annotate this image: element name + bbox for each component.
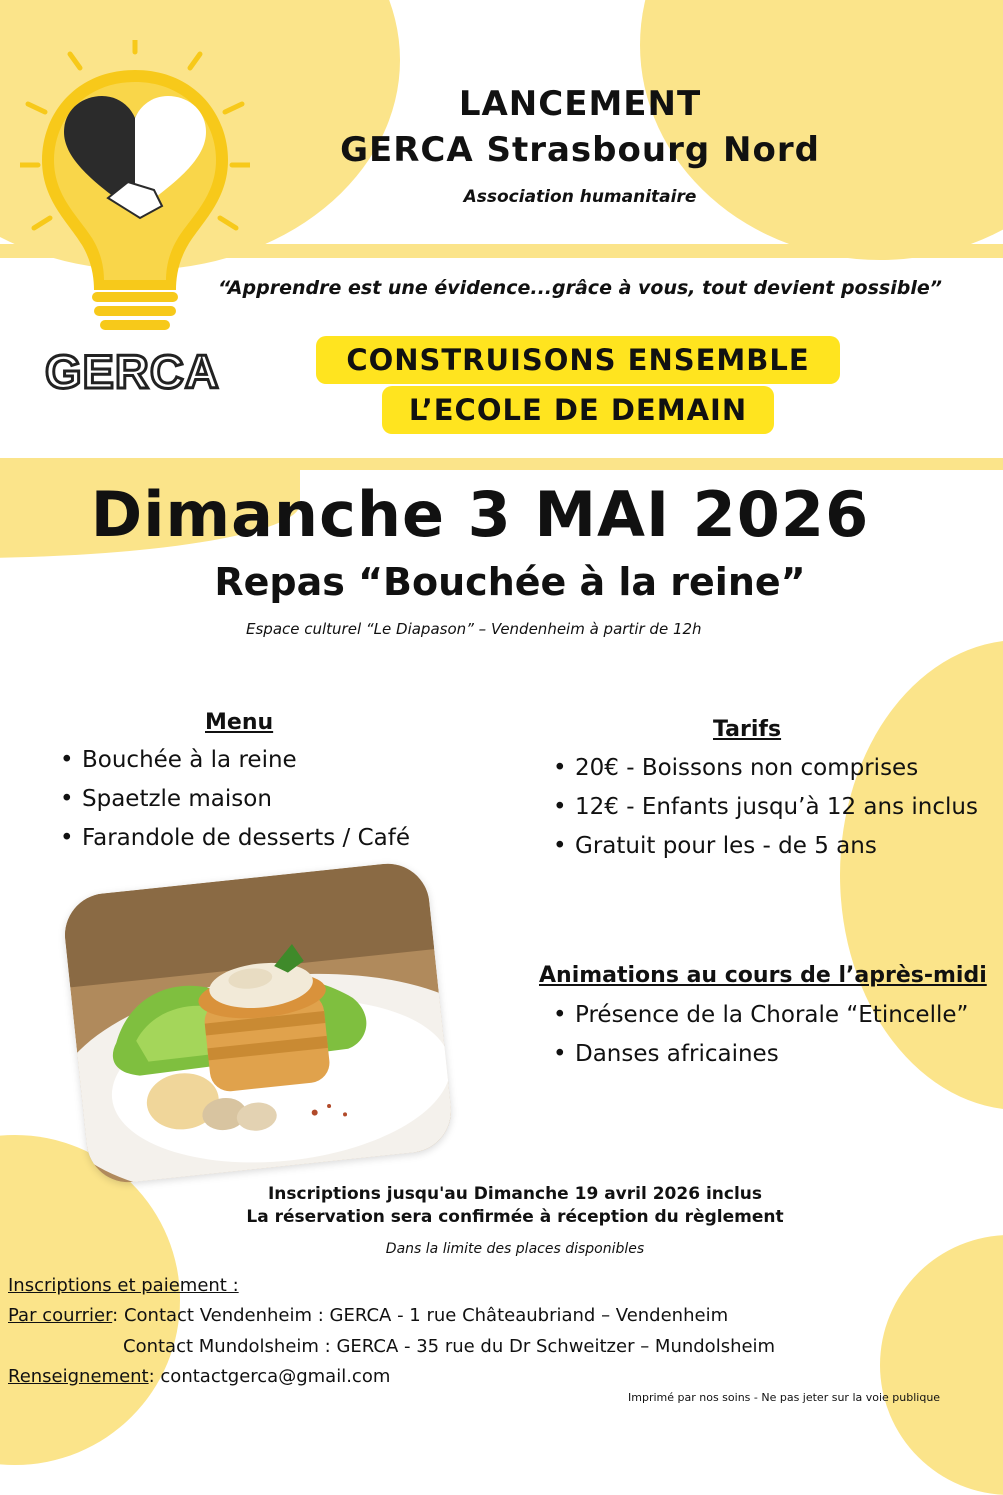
animation-item: • Danses africaines [553,1035,968,1074]
menu-item: • Bouchée à la reine [60,741,410,780]
footnote: Imprimé par nos soins - Ne pas jeter sur la voie publique [628,1391,941,1404]
menu-item: • Spaetzle maison [60,780,410,819]
animation-item: • Présence de la Chorale “Etincelle” [553,996,968,1035]
contact-mundolsheim: Contact Mundolsheim : GERCA - 35 rue du Dr Schweitzer – Mundolsheim [123,1336,776,1357]
menu-item: • Farandole de desserts / Café [60,819,410,858]
tarif-item: • 20€ - Boissons non comprises [553,749,978,788]
event-date: Dimanche 3 MAI 2026 [90,478,870,551]
event-location: Espace culturel “Le Diapason” – Vendenheim à partir de 12h [246,620,702,638]
slogan-line-1: CONSTRUISONS ENSEMBLE [316,336,840,384]
inscriptions-confirmation: La réservation sera confirmée à réception du règlement [246,1207,784,1227]
contact-info-label: Renseignement [8,1366,149,1387]
menu-heading: Menu [205,710,274,735]
bouchee-photo [61,860,455,1187]
contact-info-line [8,1366,390,1387]
logo-text: GERCA [45,345,220,398]
inscriptions-deadline: Inscriptions jusqu'au Dimanche 19 avril 2026 inclus [267,1184,763,1204]
quote-text: “Apprendre est une évidence...grâce à vous, tout devient possible” [218,277,942,299]
tarifs-list [553,749,978,866]
animations-heading: Animations au cours de l’après-midi [539,963,987,988]
contact-mail-label: Par courrier [8,1305,113,1326]
tarif-item: • 12€ - Enfants jusqu’à 12 ans inclus [553,788,978,827]
gerca-logo [20,40,250,410]
header-subtitle: Association humanitaire [463,187,697,207]
contact-heading: Inscriptions et paiement : [8,1275,239,1296]
tarif-item: • Gratuit pour les - de 5 ans [553,827,978,866]
header-launch-title: LANCEMENT [458,84,702,124]
tarifs-heading: Tarifs [713,717,782,742]
animations-list [553,996,968,1074]
slogan-line-2: L’ECOLE DE DEMAIN [382,386,774,434]
availability-note: Dans la limite des places disponibles [385,1241,645,1257]
contact-vendenheim: : Contact Vendenheim : GERCA - 1 rue Châteaubriand – Vendenheim [112,1305,729,1326]
menu-list [60,741,410,858]
contact-mail-line-1 [8,1305,728,1326]
contact-email[interactable]: : contactgerca@gmail.com [148,1366,391,1387]
bouchee-illustration [61,860,455,1187]
background-blob-bottom-right [880,1235,1003,1495]
event-meal-title: Repas “Bouchée à la reine” [214,560,806,604]
header-org-title: GERCA Strasbourg Nord [340,130,820,170]
